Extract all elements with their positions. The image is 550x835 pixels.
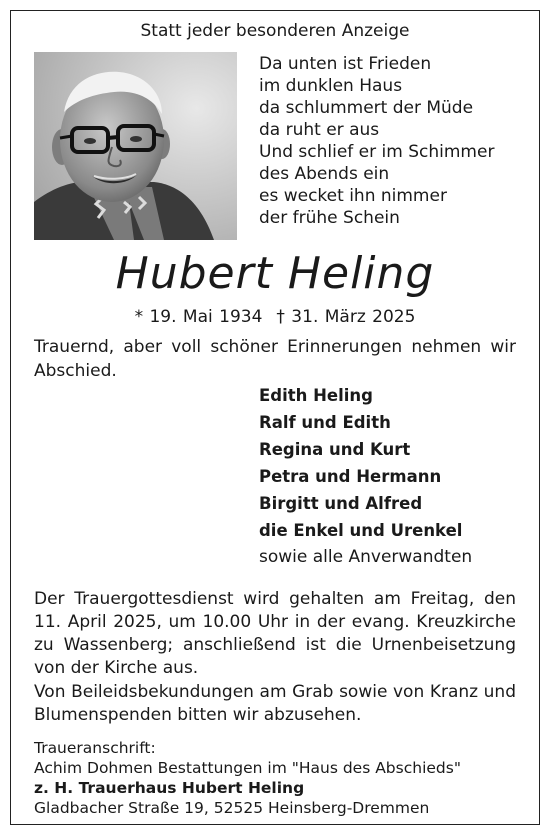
- death-date: † 31. März 2025: [276, 307, 416, 327]
- deceased-name: Hubert Heling: [115, 248, 435, 299]
- family-member: Petra und Hermann: [259, 467, 442, 486]
- address-line: Achim Dohmen Bestattungen im "Haus des Abschieds": [34, 759, 461, 777]
- family-member: Ralf und Edith: [259, 413, 391, 432]
- portrait-photo-icon: [34, 52, 237, 240]
- poem-line: des Abends ein: [259, 164, 390, 184]
- service-text: Der Trauergottesdienst wird gehalten am Freitag, den 11. April 2025, um 10.00 Uhr in der evang. Kreuzkirche zu Wassenberg; anschließend ist die Urnenbeisetzung von der Kirche aus.: [34, 589, 516, 678]
- birth-date: * 19. Mai 1934: [134, 307, 263, 327]
- mourning-address: [34, 738, 516, 818]
- poem-line: es wecket ihn nimmer: [259, 186, 447, 206]
- family-member: Regina und Kurt: [259, 440, 411, 459]
- poem-line: Und schlief er im Schimmer: [259, 142, 495, 162]
- poem-line: Da unten ist Frieden: [259, 54, 432, 74]
- address-line: z. H. Trauerhaus Hubert Heling: [34, 779, 305, 797]
- poem-line: da schlummert der Müde: [259, 98, 474, 118]
- poem: [259, 53, 529, 229]
- notice-header: Statt jeder besonderen Anzeige: [140, 21, 410, 41]
- address-line: Gladbacher Straße 19, 52525 Heinsberg-Dremmen: [34, 799, 430, 817]
- poem-line: im dunklen Haus: [259, 76, 403, 96]
- address-label: Traueranschrift:: [34, 739, 156, 757]
- family-list: [259, 382, 529, 571]
- intro-text: Trauernd, aber voll schöner Erinnerungen nehmen wir Abschied.: [34, 337, 516, 381]
- family-member: die Enkel und Urenkel: [259, 521, 463, 540]
- family-others: sowie alle Anverwandten: [259, 547, 473, 567]
- life-dates: [0, 307, 550, 327]
- poem-line: da ruht er aus: [259, 120, 380, 140]
- family-member: Edith Heling: [259, 386, 373, 405]
- condolence-text: Von Beileidsbekundungen am Grab sowie von Kranz und Blumenspenden bitten wir abzusehen.: [34, 682, 516, 725]
- portrait-photo: [34, 52, 237, 240]
- poem-line: der frühe Schein: [259, 208, 400, 228]
- family-member: Birgitt und Alfred: [259, 494, 423, 513]
